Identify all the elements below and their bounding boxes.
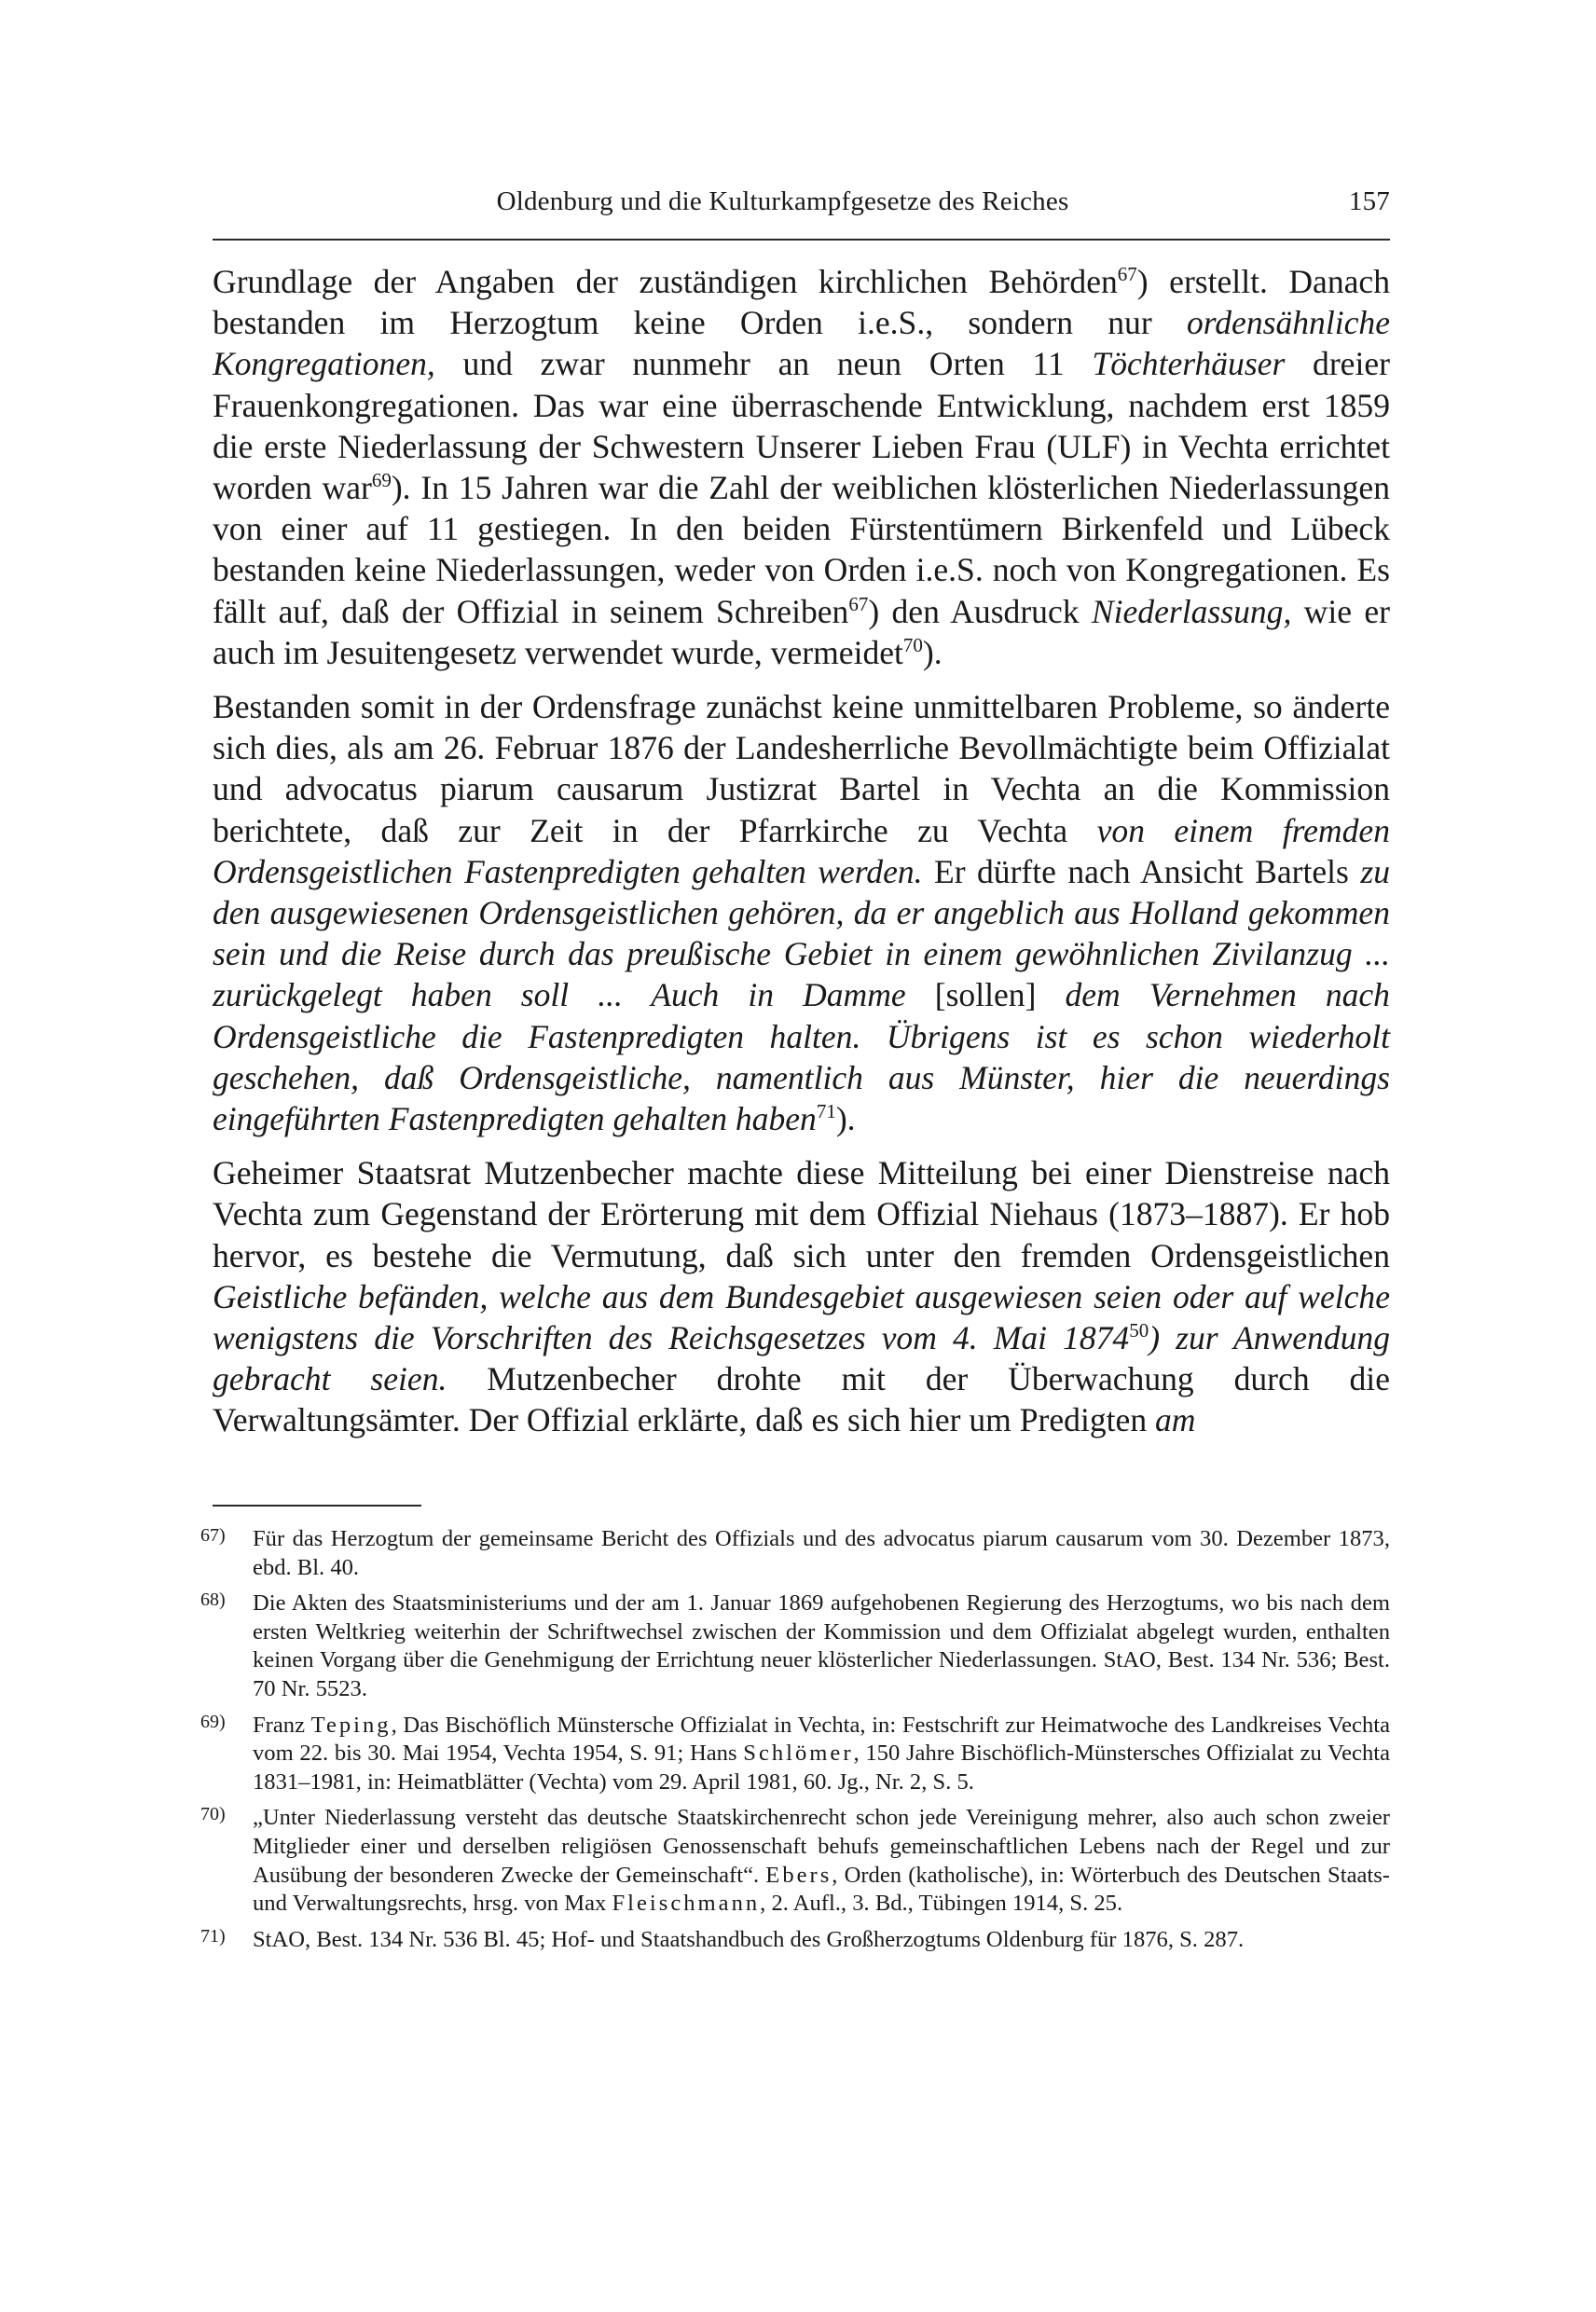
footnote-68 (200, 1590, 1390, 1703)
author-name: Schlömer (743, 1741, 854, 1767)
header-rule (213, 239, 1390, 241)
footnote-ref-71[interactable]: 71 (816, 1100, 836, 1123)
footnote-text: StAO, Best. 134 Nr. 536 Bl. 45; Hof- und Staatshandbuch des Großherzogtums Oldenburg für 1876, S. 287. (253, 1926, 1245, 1952)
footnote-ref-70[interactable]: 70 (902, 633, 923, 656)
paragraph-1: Grundlage der Angaben der zuständigen kirchlichen Behörden$^{67}$) erstellt. Danach bestanden im Herzogtum keine Orden i.e.S., sondern nur ordensähnliche Kongregationen, und zwar nunmehr an neun Orten 11 Töchterhäuser dreier Frauenkongregationen. Das war eine überraschende Entwicklung, nachdem erst 1859 die erste Niederlassung der Schwestern Unserer Lieben Frau (ULF) in Vechta errichtet worden war$^{69}$). In 15 Jahren war die Zahl der weiblichen klösterlichen Niederlassungen von einer auf 11 gestiegen. In den beiden Fürstentümern Birkenfeld und Lübeck bestanden keine Niederlassungen, weder von Orden i.e.S. noch von Kongregationen. Es fällt auf, daß der Offizial in seinem Schreiben$^{67}$) den Ausdruck Niederlassung, wie er auch im Jesuitengesetz verwendet wurde, vermeidet$^{70}$). (213, 263, 1391, 671)
author-name: Ebers (765, 1862, 832, 1888)
footnote-text: Franz Teping, Das Bischöflich Münstersche Offizialat in Vechta, in: Festschrift zur Heimatwoche des Landkreises Vechta vom 22. bis 30. Mai 1954, Vechta 1954, S. 91; Hans Schlömer, 150 Jahre Bischöflich-Münstersches Offizialat zu Vechta 1831–1981, in: Heimatblätter (Vechta) vom 29. April 1981, 60. Jg., Nr. 2, S. 5. (253, 1712, 1390, 1795)
footnote-ref-50[interactable]: 50 (1129, 1319, 1149, 1342)
footnote-71 (200, 1926, 1390, 1955)
footnotes (200, 1525, 1390, 1961)
footnote-number: 71) (200, 1925, 226, 1947)
main-text (213, 261, 1390, 1441)
author-name: Teping (310, 1712, 392, 1738)
running-title: Oldenburg und die Kulturkampfgesetze des Reiches (496, 186, 1069, 216)
footnote-number: 67) (200, 1525, 226, 1546)
page-number: 157 (1348, 186, 1390, 216)
footnote-70 (200, 1804, 1390, 1918)
author-name: Fleischmann (612, 1891, 761, 1917)
footnote-number: 68) (200, 1590, 226, 1611)
paragraph-3: Geheimer Staatsrat Mutzenbecher machte diese Mitteilung bei einer Dienstreise nach Vechta zum Gegenstand der Erörterung mit dem Offizial Niehaus (1873–1887). Er hob hervor, es bestehe die Vermutung, daß sich unter den fremden Ordensgeistlichen Geistliche befänden, welche aus dem Bundesgebiet ausgewiesen seien oder auf welche wenigstens die Vorschriften des Reichsgesetzes vom 4. Mai 1874$^{50}$) zur Anwendung gebracht seien. Mutzenbecher drohte mit der Überwachung durch die Verwaltungsämter. Der Offizial erklärte, daß es sich hier um Predigten am (213, 1154, 1390, 1439)
footnote-rule (213, 1505, 421, 1507)
footnote-text: Für das Herzogtum der gemeinsame Bericht des Offizials und des advocatus piarum causarum vom 30. Dezember 1873, ebd. Bl. 40. (253, 1526, 1390, 1580)
paragraph-2: Bestanden somit in der Ordensfrage zunächst keine unmittelbaren Probleme, so änderte sich dies, als am 26. Februar 1876 der Landesherrliche Bevollmächtigte beim Offizialat und advocatus piarum causarum Justizrat Bartel in Vechta an die Kommission berichtete, daß zur Zeit in der Pfarrkirche zu Vechta von einem fremden Ordensgeistlichen Fastenpredigten gehalten werden. Er dürfte nach Ansicht Bartels zu den ausgewiesenen Ordensgeistlichen gehören, da er angeblich aus Holland gekommen sein und die Reise durch das preußische Gebiet in einem gewöhnlichen Zivilanzug ... zurückgelegt haben soll ... Auch in Damme [sollen] dem Vernehmen nach Ordensgeistliche die Fastenpredigten halten. Übrigens ist es schon wiederholt geschehen, daß Ordensgeistliche, namentlich aus Münster, hier die neuerdings eingeführten Fastenpredigten gehalten haben$^{71}$). (213, 688, 1390, 1138)
footnote-69 (200, 1712, 1390, 1797)
footnote-ref-67[interactable]: 67 (1117, 263, 1137, 285)
footnote-number: 70) (200, 1804, 226, 1825)
footnote-text: Die Akten des Staatsministeriums und der am 1. Januar 1869 aufgehobenen Regierung des Herzogtums, wo bis nach dem ersten Weltkrieg weiterhin der Schriftwechsel zwischen der Kommission und dem Offizialat abgelegt wurden, enthalten keinen Vorgang über die Genehmigung der Errichtung neuer klösterlicher Niederlassungen. StAO, Best. 134 Nr. 536; Best. 70 Nr. 5523. (253, 1590, 1390, 1701)
footnote-text: „Unter Niederlassung versteht das deutsche Staatskirchenrecht schon jede Vereinigung mehrer, also auch schon zweier Mitglieder einer und derselben religiösen Genossenschaft behufs gemeinschaftlichen Lebens nach der Regel und zur Ausübung der besonderen Zwecke der Gemeinschaft“. Ebers, Orden (katholische), in: Wörterbuch des Deutschen Staats- und Verwaltungsrechts, hrsg. von Max Fleischmann, 2. Aufl., 3. Bd., Tübingen 1914, S. 25. (253, 1805, 1390, 1917)
footnote-67 (200, 1525, 1390, 1582)
footnote-number: 69) (200, 1711, 226, 1732)
footnote-ref-67[interactable]: 67 (848, 592, 869, 615)
footnote-ref-69[interactable]: 69 (371, 469, 392, 492)
